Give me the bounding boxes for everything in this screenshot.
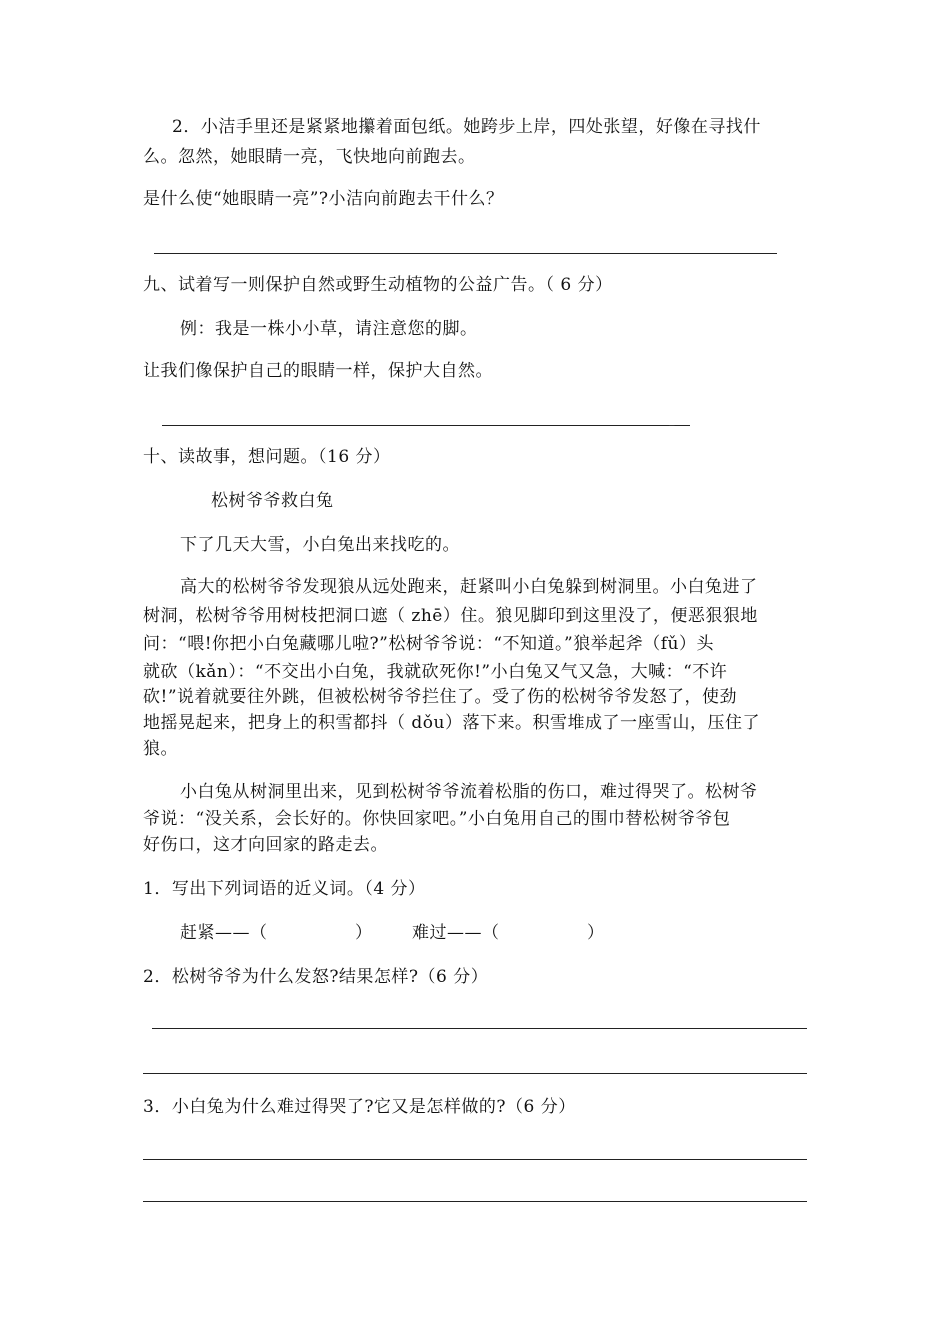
story-paragraph-2-line: 狼。 — [143, 739, 178, 759]
q2-question: 是什么使“她眼睛一亮”?小洁向前跑去干什么？ — [143, 189, 504, 209]
question-2: 2．松树爷爷为什么发怒?结果怎样?（6 分） — [143, 967, 489, 987]
section10-heading: 十、读故事，想问题。（16 分） — [143, 447, 391, 467]
section9-example: 例：我是一株小小草，请注意您的脚。 — [180, 319, 478, 339]
story-paragraph-2-line: 树洞，松树爷爷用树枝把洞口遮（ zhē）住。狼见脚印到这里没了，便恶狠狠地 — [143, 606, 758, 626]
story-paragraph-2-line: 就砍（kǎn）：“不交出小白兔，我就砍死你!”小白兔又气又急，大喊：“不许 — [143, 662, 728, 682]
question-3: 3．小白兔为什么难过得哭了?它又是怎样做的?（6 分） — [143, 1097, 576, 1117]
question-1: 1．写出下列词语的近义词。（4 分） — [143, 879, 426, 899]
story-paragraph-2-line: 高大的松树爷爷发现狼从远处跑来，赶紧叫小白兔躲到树洞里。小白兔进了 — [180, 577, 758, 597]
story-paragraph-2-line: 砍!”说着就要往外跳，但被松树爷爷拦住了。受了伤的松树爷爷发怒了，使劲 — [143, 687, 738, 707]
answer-line[interactable] — [154, 253, 777, 254]
q2-text-line2: 么。忽然，她眼睛一亮，飞快地向前跑去。 — [143, 147, 476, 167]
story-paragraph-3-line: 小白兔从树洞里出来，见到松树爷爷流着松脂的伤口，难过得哭了。松树爷 — [180, 782, 758, 802]
q2-text-line1: 2．小洁手里还是紧紧地攥着面包纸。她跨步上岸，四处张望，好像在寻找什 — [172, 117, 761, 137]
answer-mark: _ — [154, 241, 160, 254]
answer-mark: _ — [669, 413, 675, 426]
answer-line[interactable] — [152, 1028, 807, 1029]
story-paragraph-3-line: 爷说：“没关系，会长好的。你快回家吧。”小白兔用自己的围巾替松树爷爷包 — [143, 809, 731, 829]
story-paragraph-2-line: 地摇晃起来，把身上的积雪都抖（ dǒu）落下来。积雪堆成了一座雪山，压住了 — [143, 713, 760, 733]
story-paragraph-2-line: 问：“喂!你把小白兔藏哪儿啦?”松树爷爷说：“不知道。”狼举起斧（fǔ）头 — [143, 634, 714, 654]
answer-line[interactable] — [143, 1201, 807, 1202]
answer-line[interactable] — [143, 1159, 807, 1160]
story-paragraph-3-line: 好伤口，这才向回家的路走去。 — [143, 835, 388, 855]
section9-heading: 九、试着写一则保护自然或野生动植物的公益广告。（ 6 分） — [143, 275, 613, 295]
synonym-item-1[interactable]: 赶紧——（ ） — [180, 923, 373, 943]
story-paragraph-1: 下了几天大雪，小白兔出来找吃的。 — [180, 535, 460, 555]
answer-line[interactable] — [143, 1073, 807, 1074]
synonym-item-2[interactable]: 难过——（ ） — [412, 923, 605, 943]
answer-line[interactable] — [162, 425, 690, 426]
section9-example-cont: 让我们像保护自己的眼睛一样，保护大自然。 — [143, 361, 493, 381]
story-title: 松树爷爷救白兔 — [211, 491, 334, 511]
